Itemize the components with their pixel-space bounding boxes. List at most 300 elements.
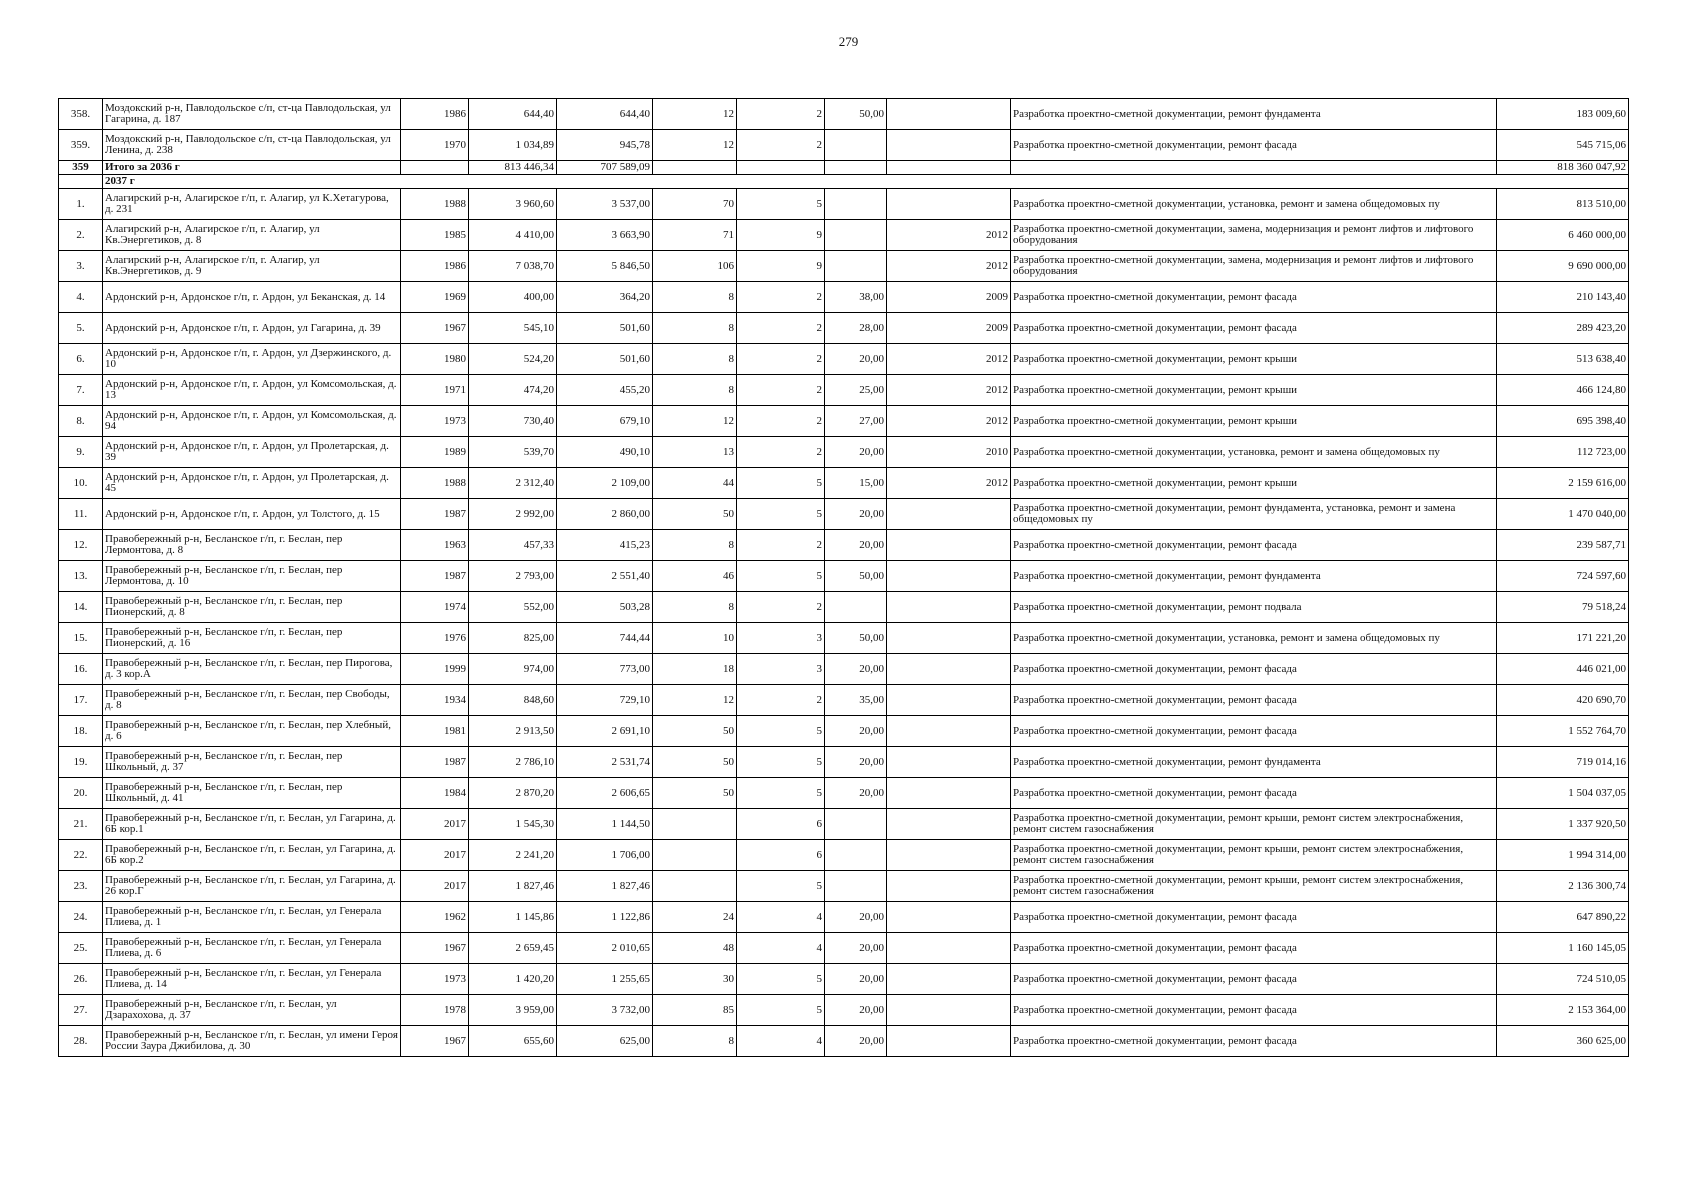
living-area-cell: 679,10 <box>557 406 653 437</box>
floors-count-cell: 5 <box>737 747 825 778</box>
flats-count-cell: 12 <box>653 130 737 161</box>
row-number-cell: 15. <box>59 623 103 654</box>
address-cell: Правобережный р-н, Бесланское г/п, г. Беслан, пер Пирогова, д. 3 кор.А <box>103 654 401 685</box>
floors-count-cell: 5 <box>737 716 825 747</box>
wear-percent-cell <box>825 251 887 282</box>
total-area-cell: 2 312,40 <box>469 468 557 499</box>
address-cell: Правобережный р-н, Бесланское г/п, г. Беслан, ул Генерала Плиева, д. 14 <box>103 964 401 995</box>
floors-count-cell: 5 <box>737 995 825 1026</box>
page-number: 279 <box>838 34 859 49</box>
cost-cell: 210 143,40 <box>1497 282 1629 313</box>
address-cell: Правобережный р-н, Бесланское г/п, г. Беслан, ул Генерала Плиева, д. 1 <box>103 902 401 933</box>
address-cell: Правобережный р-н, Бесланское г/п, г. Беслан, пер Школьный, д. 37 <box>103 747 401 778</box>
flats-count-cell: 12 <box>653 406 737 437</box>
row-number-cell: 358. <box>59 99 103 130</box>
living-area-cell: 415,23 <box>557 530 653 561</box>
flats-count-cell: 8 <box>653 313 737 344</box>
floors-count-cell: 5 <box>737 871 825 902</box>
address-cell: Ардонский р-н, Ардонское г/п, г. Ардон, ул Гагарина, д. 39 <box>103 313 401 344</box>
total-area-cell: 4 410,00 <box>469 220 557 251</box>
total-area-cell: 3 960,60 <box>469 189 557 220</box>
floors-count-cell: 5 <box>737 561 825 592</box>
flats-count-cell: 8 <box>653 1026 737 1057</box>
build-year-cell: 1967 <box>401 933 469 964</box>
row-number-cell: 4. <box>59 282 103 313</box>
total-area-cell: 644,40 <box>469 99 557 130</box>
flats-count-cell: 10 <box>653 623 737 654</box>
total-area-cell: 2 913,50 <box>469 716 557 747</box>
floors-count-cell: 2 <box>737 313 825 344</box>
work-description-cell: Разработка проектно-сметной документации, ремонт фасада <box>1011 530 1497 561</box>
wear-percent-cell: 35,00 <box>825 685 887 716</box>
flats-count-cell: 8 <box>653 375 737 406</box>
last-repair-year-cell <box>887 654 1011 685</box>
flats-count-cell: 50 <box>653 716 737 747</box>
cost-cell: 360 625,00 <box>1497 1026 1629 1057</box>
address-cell: Правобережный р-н, Бесланское г/п, г. Беслан, пер Лермонтова, д. 10 <box>103 561 401 592</box>
wear-percent-cell: 20,00 <box>825 499 887 530</box>
cost-cell: 183 009,60 <box>1497 99 1629 130</box>
table-row <box>59 902 1629 933</box>
cost-cell: 724 597,60 <box>1497 561 1629 592</box>
wear-percent-cell <box>825 220 887 251</box>
cost-cell: 112 723,00 <box>1497 437 1629 468</box>
flats-count-cell: 8 <box>653 344 737 375</box>
work-description-cell: Разработка проектно-сметной документации, ремонт крыши, ремонт систем электроснабжения, ремонт систем газоснабжения <box>1011 871 1497 902</box>
address-cell: Правобережный р-н, Бесланское г/п, г. Беслан, ул Гагарина, д. 26 кор.Г <box>103 871 401 902</box>
table-row <box>59 406 1629 437</box>
build-year-cell: 1967 <box>401 313 469 344</box>
cost-cell: 171 221,20 <box>1497 623 1629 654</box>
last-repair-year-cell: 2012 <box>887 406 1011 437</box>
row-number-cell: 3. <box>59 251 103 282</box>
work-description-cell: Разработка проектно-сметной документации, ремонт крыши, ремонт систем электроснабжения, ремонт систем газоснабжения <box>1011 840 1497 871</box>
total-area-cell: 2 992,00 <box>469 499 557 530</box>
work-description-cell: Разработка проектно-сметной документации, замена, модернизация и ремонт лифтов и лифтового оборудования <box>1011 251 1497 282</box>
total-area-cell: 655,60 <box>469 1026 557 1057</box>
empty-cell <box>825 161 887 175</box>
last-repair-year-cell <box>887 189 1011 220</box>
flats-count-cell: 85 <box>653 995 737 1026</box>
year-row <box>59 175 1629 189</box>
flats-count-cell: 12 <box>653 99 737 130</box>
table-row <box>59 995 1629 1026</box>
total-area-cell: 539,70 <box>469 437 557 468</box>
total-area-cell: 524,20 <box>469 344 557 375</box>
work-description-cell: Разработка проектно-сметной документации, ремонт крыши <box>1011 375 1497 406</box>
work-description-cell: Разработка проектно-сметной документации, ремонт фасада <box>1011 933 1497 964</box>
wear-percent-cell: 50,00 <box>825 623 887 654</box>
total-row <box>59 161 1629 175</box>
living-area-cell: 2 010,65 <box>557 933 653 964</box>
floors-count-cell: 5 <box>737 964 825 995</box>
flats-count-cell: 8 <box>653 530 737 561</box>
total-area-cell: 1 827,46 <box>469 871 557 902</box>
last-repair-year-cell <box>887 871 1011 902</box>
row-number-cell: 18. <box>59 716 103 747</box>
table-row <box>59 375 1629 406</box>
living-area-cell: 729,10 <box>557 685 653 716</box>
cost-cell: 1 337 920,50 <box>1497 809 1629 840</box>
build-year-cell: 1989 <box>401 437 469 468</box>
work-description-cell: Разработка проектно-сметной документации, ремонт фасада <box>1011 778 1497 809</box>
flats-count-cell: 8 <box>653 592 737 623</box>
table-row <box>59 437 1629 468</box>
work-description-cell: Разработка проектно-сметной документации, ремонт фундамента, установка, ремонт и замена общедомовых пу <box>1011 499 1497 530</box>
last-repair-year-cell <box>887 130 1011 161</box>
table-row <box>59 654 1629 685</box>
cost-cell: 2 153 364,00 <box>1497 995 1629 1026</box>
living-area-cell: 3 732,00 <box>557 995 653 1026</box>
cost-cell: 1 504 037,05 <box>1497 778 1629 809</box>
total-area-cell: 400,00 <box>469 282 557 313</box>
living-area-cell: 3 537,00 <box>557 189 653 220</box>
total-area-cell: 7 038,70 <box>469 251 557 282</box>
flats-count-cell: 50 <box>653 778 737 809</box>
last-repair-year-cell <box>887 964 1011 995</box>
flats-count-cell: 70 <box>653 189 737 220</box>
build-year-cell: 1985 <box>401 220 469 251</box>
wear-percent-cell: 20,00 <box>825 933 887 964</box>
floors-count-cell: 2 <box>737 530 825 561</box>
work-description-cell: Разработка проектно-сметной документации, замена, модернизация и ремонт лифтов и лифтового оборудования <box>1011 220 1497 251</box>
flats-count-cell: 8 <box>653 282 737 313</box>
work-description-cell: Разработка проектно-сметной документации, ремонт фасада <box>1011 685 1497 716</box>
build-year-cell: 2017 <box>401 840 469 871</box>
row-number-cell: 23. <box>59 871 103 902</box>
living-area-cell: 2 691,10 <box>557 716 653 747</box>
table-row <box>59 220 1629 251</box>
last-repair-year-cell <box>887 99 1011 130</box>
build-year-cell: 1973 <box>401 964 469 995</box>
wear-percent-cell <box>825 130 887 161</box>
cost-cell: 513 638,40 <box>1497 344 1629 375</box>
row-number-cell: 359. <box>59 130 103 161</box>
floors-count-cell: 6 <box>737 809 825 840</box>
wear-percent-cell: 20,00 <box>825 654 887 685</box>
address-cell: Правобережный р-н, Бесланское г/п, г. Беслан, пер Лермонтова, д. 8 <box>103 530 401 561</box>
wear-percent-cell: 20,00 <box>825 778 887 809</box>
total-area-cell: 974,00 <box>469 654 557 685</box>
table-row <box>59 716 1629 747</box>
living-area-cell: 1 122,86 <box>557 902 653 933</box>
build-year-cell: 1986 <box>401 99 469 130</box>
living-area-cell: 503,28 <box>557 592 653 623</box>
floors-count-cell: 2 <box>737 375 825 406</box>
address-cell: Ардонский р-н, Ардонское г/п, г. Ардон, ул Дзержинского, д. 10 <box>103 344 401 375</box>
living-area-cell: 3 663,90 <box>557 220 653 251</box>
build-year-cell: 1987 <box>401 561 469 592</box>
address-cell: Моздокский р-н, Павлодольское с/п, ст-ца Павлодольская, ул Ленина, д. 238 <box>103 130 401 161</box>
empty-cell <box>59 175 103 189</box>
cost-cell: 695 398,40 <box>1497 406 1629 437</box>
empty-cell <box>737 161 825 175</box>
last-repair-year-cell <box>887 902 1011 933</box>
last-repair-year-cell <box>887 840 1011 871</box>
living-area-cell: 1 706,00 <box>557 840 653 871</box>
living-area-cell: 1 255,65 <box>557 964 653 995</box>
address-cell: Правобережный р-н, Бесланское г/п, г. Беслан, ул Гагарина, д. 6Б кор.2 <box>103 840 401 871</box>
floors-count-cell: 2 <box>737 437 825 468</box>
cost-cell: 1 552 764,70 <box>1497 716 1629 747</box>
year-label: 2037 г <box>103 175 1629 189</box>
address-cell: Правобережный р-н, Бесланское г/п, г. Беслан, пер Школьный, д. 41 <box>103 778 401 809</box>
wear-percent-cell <box>825 840 887 871</box>
work-description-cell: Разработка проектно-сметной документации, ремонт подвала <box>1011 592 1497 623</box>
row-number-cell: 11. <box>59 499 103 530</box>
floors-count-cell: 4 <box>737 933 825 964</box>
cost-cell: 289 423,20 <box>1497 313 1629 344</box>
build-year-cell: 1971 <box>401 375 469 406</box>
total-area-cell: 1 034,89 <box>469 130 557 161</box>
total-area-cell: 2 241,20 <box>469 840 557 871</box>
table-body <box>59 99 1629 1057</box>
cost-cell: 1 160 145,05 <box>1497 933 1629 964</box>
table-row <box>59 933 1629 964</box>
living-area-cell: 2 109,00 <box>557 468 653 499</box>
work-description-cell: Разработка проектно-сметной документации, ремонт фасада <box>1011 964 1497 995</box>
wear-percent-cell <box>825 592 887 623</box>
row-number-cell: 17. <box>59 685 103 716</box>
address-cell: Моздокский р-н, Павлодольское с/п, ст-ца Павлодольская, ул Гагарина, д. 187 <box>103 99 401 130</box>
total-area-cell: 2 870,20 <box>469 778 557 809</box>
flats-count-cell: 44 <box>653 468 737 499</box>
flats-count-cell <box>653 840 737 871</box>
floors-count-cell: 3 <box>737 623 825 654</box>
floors-count-cell: 5 <box>737 778 825 809</box>
cost-cell: 420 690,70 <box>1497 685 1629 716</box>
flats-count-cell: 48 <box>653 933 737 964</box>
total-area-cell: 3 959,00 <box>469 995 557 1026</box>
living-area-cell: 501,60 <box>557 344 653 375</box>
row-number-cell: 22. <box>59 840 103 871</box>
work-description-cell: Разработка проектно-сметной документации, ремонт крыши <box>1011 468 1497 499</box>
build-year-cell: 1988 <box>401 468 469 499</box>
row-number-cell: 8. <box>59 406 103 437</box>
build-year-cell: 1978 <box>401 995 469 1026</box>
row-number-cell: 7. <box>59 375 103 406</box>
address-cell: Ардонский р-н, Ардонское г/п, г. Ардон, ул Пролетарская, д. 45 <box>103 468 401 499</box>
last-repair-year-cell <box>887 592 1011 623</box>
build-year-cell: 1986 <box>401 251 469 282</box>
table-row <box>59 685 1629 716</box>
table-row <box>59 747 1629 778</box>
work-description-cell: Разработка проектно-сметной документации, ремонт фасада <box>1011 995 1497 1026</box>
build-year-cell: 1969 <box>401 282 469 313</box>
table-row <box>59 189 1629 220</box>
living-area-cell: 455,20 <box>557 375 653 406</box>
cost-cell: 2 136 300,74 <box>1497 871 1629 902</box>
cost-cell: 2 159 616,00 <box>1497 468 1629 499</box>
wear-percent-cell <box>825 809 887 840</box>
work-description-cell: Разработка проектно-сметной документации, ремонт фасада <box>1011 1026 1497 1057</box>
total-area-cell: 457,33 <box>469 530 557 561</box>
empty-cell <box>887 161 1011 175</box>
build-year-cell: 1976 <box>401 623 469 654</box>
total-area-cell: 552,00 <box>469 592 557 623</box>
wear-percent-cell <box>825 871 887 902</box>
last-repair-year-cell <box>887 809 1011 840</box>
work-description-cell: Разработка проектно-сметной документации, ремонт крыши <box>1011 344 1497 375</box>
row-number-cell: 12. <box>59 530 103 561</box>
address-cell: Правобережный р-н, Бесланское г/п, г. Беслан, ул имени Героя России Заура Джибилова, д. 30 <box>103 1026 401 1057</box>
build-year-cell: 1981 <box>401 716 469 747</box>
total-area-cell: 848,60 <box>469 685 557 716</box>
cost-cell: 239 587,71 <box>1497 530 1629 561</box>
flats-count-cell: 24 <box>653 902 737 933</box>
address-cell: Правобережный р-н, Бесланское г/п, г. Беслан, ул Дзарахохова, д. 37 <box>103 995 401 1026</box>
wear-percent-cell: 28,00 <box>825 313 887 344</box>
row-number-cell: 28. <box>59 1026 103 1057</box>
cost-cell: 1 994 314,00 <box>1497 840 1629 871</box>
floors-count-cell: 4 <box>737 902 825 933</box>
work-description-cell: Разработка проектно-сметной документации, ремонт фасада <box>1011 716 1497 747</box>
wear-percent-cell: 20,00 <box>825 902 887 933</box>
floors-count-cell: 9 <box>737 220 825 251</box>
row-number-cell: 6. <box>59 344 103 375</box>
cost-cell: 647 890,22 <box>1497 902 1629 933</box>
build-year-cell: 1963 <box>401 530 469 561</box>
flats-count-cell: 46 <box>653 561 737 592</box>
row-number-cell: 14. <box>59 592 103 623</box>
last-repair-year-cell <box>887 716 1011 747</box>
build-year-cell: 1999 <box>401 654 469 685</box>
address-cell: Правобережный р-н, Бесланское г/п, г. Беслан, пер Хлебный, д. 6 <box>103 716 401 747</box>
build-year-cell: 1974 <box>401 592 469 623</box>
row-number-cell: 5. <box>59 313 103 344</box>
last-repair-year-cell: 2012 <box>887 251 1011 282</box>
living-area-cell: 2 860,00 <box>557 499 653 530</box>
floors-count-cell: 2 <box>737 130 825 161</box>
table-row <box>59 468 1629 499</box>
table-row <box>59 1026 1629 1057</box>
flats-count-cell <box>653 871 737 902</box>
cost-cell: 813 510,00 <box>1497 189 1629 220</box>
row-number-cell: 10. <box>59 468 103 499</box>
last-repair-year-cell: 2009 <box>887 313 1011 344</box>
row-number-cell: 20. <box>59 778 103 809</box>
build-year-cell: 1988 <box>401 189 469 220</box>
address-cell: Ардонский р-н, Ардонское г/п, г. Ардон, ул Комсомольская, д. 94 <box>103 406 401 437</box>
total-area-cell: 474,20 <box>469 375 557 406</box>
total-area-cell: 1 145,86 <box>469 902 557 933</box>
flats-count-cell: 13 <box>653 437 737 468</box>
wear-percent-cell: 20,00 <box>825 344 887 375</box>
floors-count-cell: 2 <box>737 406 825 437</box>
work-description-cell: Разработка проектно-сметной документации, ремонт фасада <box>1011 282 1497 313</box>
living-area-cell: 2 531,74 <box>557 747 653 778</box>
table-row <box>59 530 1629 561</box>
cost-cell: 79 518,24 <box>1497 592 1629 623</box>
row-number-cell: 1. <box>59 189 103 220</box>
living-area-cell: 364,20 <box>557 282 653 313</box>
wear-percent-cell: 15,00 <box>825 468 887 499</box>
total-row-number: 359 <box>59 161 103 175</box>
flats-count-cell: 30 <box>653 964 737 995</box>
cost-cell: 1 470 040,00 <box>1497 499 1629 530</box>
total-area-cell: 813 446,34 <box>469 161 557 175</box>
wear-percent-cell: 20,00 <box>825 747 887 778</box>
build-year-cell: 1967 <box>401 1026 469 1057</box>
work-description-cell: Разработка проектно-сметной документации, ремонт фундамента <box>1011 747 1497 778</box>
cost-cell: 9 690 000,00 <box>1497 251 1629 282</box>
cost-cell: 6 460 000,00 <box>1497 220 1629 251</box>
last-repair-year-cell <box>887 685 1011 716</box>
floors-count-cell: 4 <box>737 1026 825 1057</box>
row-number-cell: 13. <box>59 561 103 592</box>
last-repair-year-cell <box>887 530 1011 561</box>
table-row <box>59 871 1629 902</box>
living-area-cell: 1 827,46 <box>557 871 653 902</box>
last-repair-year-cell: 2012 <box>887 468 1011 499</box>
living-area-cell: 644,40 <box>557 99 653 130</box>
work-description-cell: Разработка проектно-сметной документации, ремонт фасада <box>1011 902 1497 933</box>
work-description-cell: Разработка проектно-сметной документации, ремонт крыши <box>1011 406 1497 437</box>
row-number-cell: 2. <box>59 220 103 251</box>
build-year-cell: 1987 <box>401 747 469 778</box>
total-area-cell: 545,10 <box>469 313 557 344</box>
address-cell: Алагирский р-н, Алагирское г/п, г. Алагир, ул К.Хетагурова, д. 231 <box>103 189 401 220</box>
table-row <box>59 561 1629 592</box>
work-description-cell: Разработка проектно-сметной документации, установка, ремонт и замена общедомовых пу <box>1011 623 1497 654</box>
address-cell: Алагирский р-н, Алагирское г/п, г. Алагир, ул Кв.Энергетиков, д. 9 <box>103 251 401 282</box>
floors-count-cell: 3 <box>737 654 825 685</box>
wear-percent-cell: 50,00 <box>825 561 887 592</box>
build-year-cell: 1980 <box>401 344 469 375</box>
living-area-cell: 490,10 <box>557 437 653 468</box>
table-row <box>59 251 1629 282</box>
floors-count-cell: 2 <box>737 99 825 130</box>
last-repair-year-cell <box>887 1026 1011 1057</box>
table-row <box>59 99 1629 130</box>
floors-count-cell: 5 <box>737 499 825 530</box>
last-repair-year-cell <box>887 995 1011 1026</box>
table-row <box>59 130 1629 161</box>
last-repair-year-cell: 2012 <box>887 344 1011 375</box>
total-area-cell: 1 420,20 <box>469 964 557 995</box>
work-description-cell: Разработка проектно-сметной документации, установка, ремонт и замена общедомовых пу <box>1011 189 1497 220</box>
cost-cell: 724 510,05 <box>1497 964 1629 995</box>
flats-count-cell: 12 <box>653 685 737 716</box>
row-number-cell: 25. <box>59 933 103 964</box>
row-number-cell: 19. <box>59 747 103 778</box>
repair-schedule-table <box>58 98 1629 1057</box>
total-area-cell: 2 786,10 <box>469 747 557 778</box>
living-area-cell: 2 606,65 <box>557 778 653 809</box>
work-description-cell: Разработка проектно-сметной документации, ремонт крыши, ремонт систем электроснабжения, ремонт систем газоснабжения <box>1011 809 1497 840</box>
table-row <box>59 499 1629 530</box>
floors-count-cell: 2 <box>737 282 825 313</box>
row-number-cell: 24. <box>59 902 103 933</box>
empty-cell <box>653 161 737 175</box>
floors-count-cell: 9 <box>737 251 825 282</box>
total-area-cell: 730,40 <box>469 406 557 437</box>
address-cell: Правобережный р-н, Бесланское г/п, г. Беслан, ул Гагарина, д. 6Б кор.1 <box>103 809 401 840</box>
wear-percent-cell: 38,00 <box>825 282 887 313</box>
work-description-cell: Разработка проектно-сметной документации, ремонт фундамента <box>1011 99 1497 130</box>
wear-percent-cell: 20,00 <box>825 437 887 468</box>
build-year-cell: 2017 <box>401 871 469 902</box>
flats-count-cell: 106 <box>653 251 737 282</box>
row-number-cell: 9. <box>59 437 103 468</box>
work-description-cell: Разработка проектно-сметной документации, ремонт фасада <box>1011 313 1497 344</box>
address-cell: Алагирский р-н, Алагирское г/п, г. Алагир, ул Кв.Энергетиков, д. 8 <box>103 220 401 251</box>
table-row <box>59 282 1629 313</box>
cost-cell: 466 124,80 <box>1497 375 1629 406</box>
cost-cell: 446 021,00 <box>1497 654 1629 685</box>
last-repair-year-cell <box>887 778 1011 809</box>
build-year-cell: 1934 <box>401 685 469 716</box>
